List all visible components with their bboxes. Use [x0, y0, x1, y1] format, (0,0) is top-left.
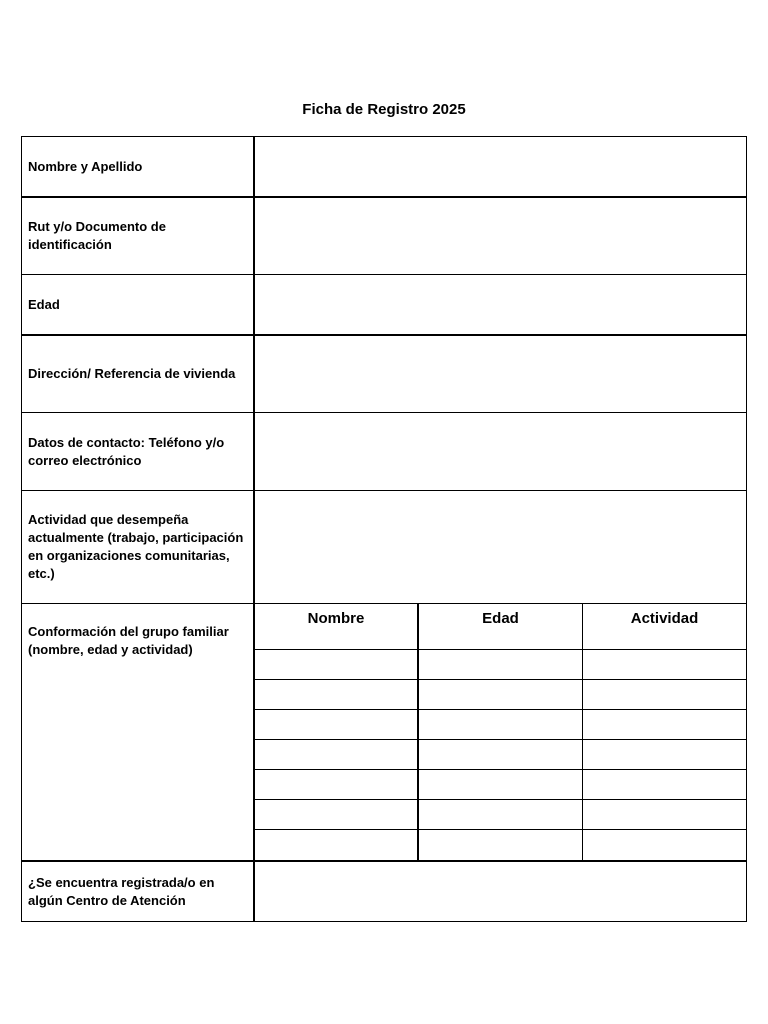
family-header-activity: Actividad	[583, 604, 746, 650]
family-cell-name[interactable]	[255, 800, 419, 830]
family-cell-activity[interactable]	[583, 710, 746, 740]
family-cell-age[interactable]	[419, 800, 583, 830]
family-header-name: Nombre	[255, 604, 419, 650]
field-label-contact: Datos de contacto: Teléfono y/o correo electrónico	[22, 413, 255, 490]
registration-form	[21, 136, 747, 922]
field-input-id[interactable]	[255, 198, 746, 274]
family-cell-age[interactable]	[419, 650, 583, 680]
family-cell-name[interactable]	[255, 770, 419, 800]
field-input-contact[interactable]	[255, 413, 746, 490]
field-input-registered[interactable]	[255, 862, 746, 921]
family-cell-age[interactable]	[419, 710, 583, 740]
family-cell-activity[interactable]	[583, 770, 746, 800]
field-label-name: Nombre y Apellido	[22, 137, 255, 196]
field-row-name	[22, 137, 746, 198]
field-row-contact	[22, 413, 746, 491]
family-cell-name[interactable]	[255, 830, 419, 860]
family-cell-name[interactable]	[255, 680, 419, 710]
page-title: Ficha de Registro 2025	[302, 101, 466, 118]
field-label-registered: ¿Se encuentra registrada/o en algún Centro de Atención	[22, 862, 255, 921]
family-table	[255, 604, 746, 860]
family-cell-age[interactable]	[419, 770, 583, 800]
field-label-id: Rut y/o Documento de identificación	[22, 198, 255, 274]
field-row-id	[22, 198, 746, 275]
field-row-address	[22, 336, 746, 413]
field-label-age: Edad	[22, 275, 255, 334]
family-cell-age[interactable]	[419, 830, 583, 860]
field-row-family	[22, 604, 746, 862]
family-cell-age[interactable]	[419, 740, 583, 770]
field-label-address: Dirección/ Referencia de vivienda	[22, 336, 255, 412]
family-cell-name[interactable]	[255, 740, 419, 770]
field-label-family: Conformación del grupo familiar (nombre, edad y actividad)	[22, 604, 255, 860]
family-cell-activity[interactable]	[583, 680, 746, 710]
field-input-address[interactable]	[255, 336, 746, 412]
family-cell-name[interactable]	[255, 710, 419, 740]
field-row-age	[22, 275, 746, 336]
field-row-activity	[22, 491, 746, 604]
field-input-age[interactable]	[255, 275, 746, 334]
family-cell-activity[interactable]	[583, 650, 746, 680]
family-header-age: Edad	[419, 604, 583, 650]
family-cell-age[interactable]	[419, 680, 583, 710]
field-input-activity[interactable]	[255, 491, 746, 603]
family-cell-name[interactable]	[255, 650, 419, 680]
field-label-activity: Actividad que desempeña actualmente (trabajo, participación en organizaciones comunitarias, etc.)	[22, 491, 255, 603]
field-input-name[interactable]	[255, 137, 746, 196]
family-cell-activity[interactable]	[583, 800, 746, 830]
family-cell-activity[interactable]	[583, 740, 746, 770]
field-row-registered	[22, 862, 746, 921]
family-cell-activity[interactable]	[583, 830, 746, 860]
